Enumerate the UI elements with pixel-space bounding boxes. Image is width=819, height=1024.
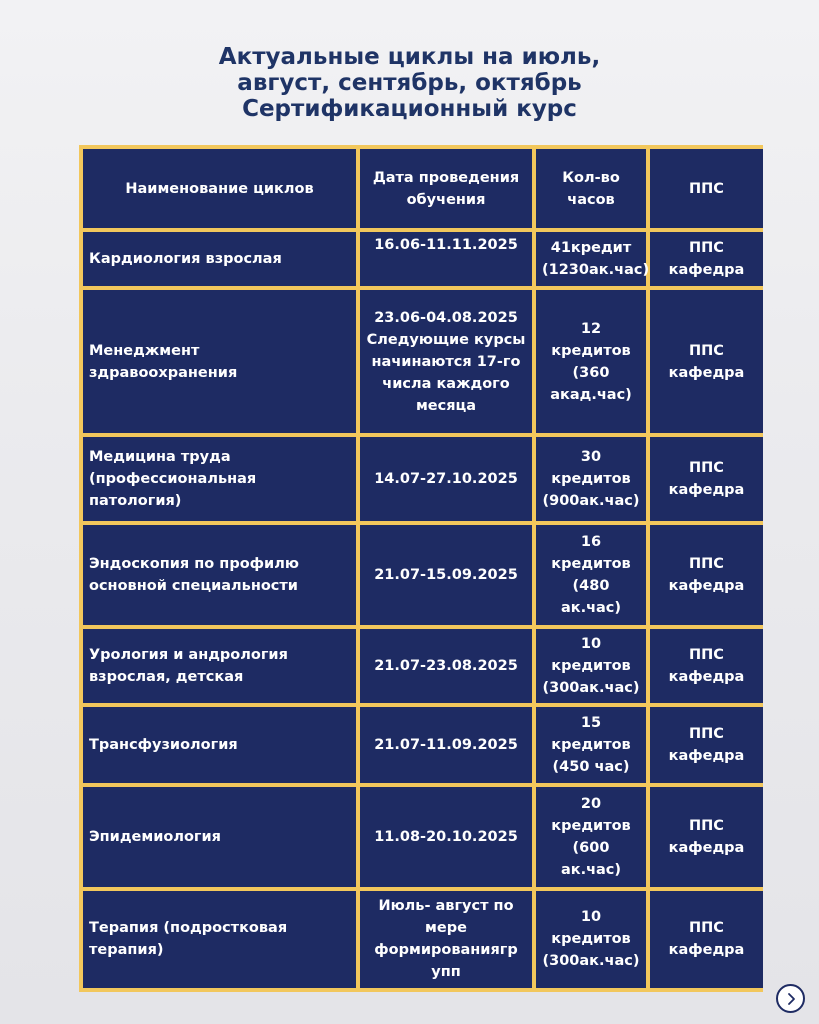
table-row xyxy=(83,437,763,521)
table-row xyxy=(83,707,763,783)
cell-name: Эпидемиология xyxy=(83,787,356,886)
cell-hours: 10 кредитов (300ак.час) xyxy=(536,629,646,703)
cell-date: 21.07-15.09.2025 xyxy=(360,525,532,624)
cell-hours: 20 кредитов (600 ак.час) xyxy=(536,787,646,886)
header-hours: Кол-во часов xyxy=(536,149,646,228)
cell-pps: ППС кафедра xyxy=(650,707,763,783)
cell-pps: ППС кафедра xyxy=(650,891,763,988)
cell-name: Эндоскопия по профилю основной специальности xyxy=(83,525,356,624)
cell-hours: 30 кредитов (900ак.час) xyxy=(536,437,646,521)
cell-hours: 12 кредитов (360 акад.час) xyxy=(536,290,646,433)
cell-name: Урология и андрология взрослая, детская xyxy=(83,629,356,703)
cell-date: 14.07-27.10.2025 xyxy=(360,437,532,521)
cell-pps: ППС кафедра xyxy=(650,232,763,286)
cell-name: Кардиология взрослая xyxy=(83,232,356,286)
cell-hours: 10 кредитов (300ак.час) xyxy=(536,891,646,988)
cell-date: 11.08-20.10.2025 xyxy=(360,787,532,886)
cell-date: 21.07-11.09.2025 xyxy=(360,707,532,783)
cell-name: Менеджмент здравоохранения xyxy=(83,290,356,433)
chevron-right-icon xyxy=(784,992,798,1006)
cell-date: 16.06-11.11.2025 xyxy=(360,232,532,286)
header-date: Дата проведения обучения xyxy=(360,149,532,228)
cell-date: 23.06-04.08.2025 Следующие курсы начинаются 17-го числа каждого месяца xyxy=(360,290,532,433)
header-name: Наименование циклов xyxy=(83,149,356,228)
table-row xyxy=(83,232,763,286)
cell-pps: ППС кафедра xyxy=(650,290,763,433)
cell-hours: 16 кредитов (480 ак.час) xyxy=(536,525,646,624)
cell-hours: 15 кредитов (450 час) xyxy=(536,707,646,783)
table-row xyxy=(83,629,763,703)
next-slide-button[interactable] xyxy=(776,984,805,1013)
table-row xyxy=(83,891,763,988)
table-row xyxy=(83,525,763,624)
cell-date: Июль- август по мере формированиягр упп xyxy=(360,891,532,988)
cell-pps: ППС кафедра xyxy=(650,437,763,521)
cell-pps: ППС кафедра xyxy=(650,525,763,624)
cell-date: 21.07-23.08.2025 xyxy=(360,629,532,703)
cell-hours: 41кредит (1230ак.час) xyxy=(536,232,646,286)
cell-name: Медицина труда (профессиональная патология) xyxy=(83,437,356,521)
table-row xyxy=(83,290,763,433)
cell-pps: ППС кафедра xyxy=(650,629,763,703)
page-title xyxy=(0,44,819,122)
cycles-table xyxy=(79,145,767,992)
header-pps: ППС xyxy=(650,149,763,228)
title-line-2: август, сентябрь, октябрь xyxy=(237,70,582,96)
cell-pps: ППС кафедра xyxy=(650,787,763,886)
cell-name: Терапия (подростковая терапия) xyxy=(83,891,356,988)
title-line-3: Сертификационный курс xyxy=(242,96,577,122)
table-header-row xyxy=(83,149,763,228)
table-row xyxy=(83,787,763,886)
cycles-table-frame xyxy=(79,145,763,992)
cell-name: Трансфузиология xyxy=(83,707,356,783)
title-line-1: Актуальные циклы на июль, xyxy=(218,44,601,70)
